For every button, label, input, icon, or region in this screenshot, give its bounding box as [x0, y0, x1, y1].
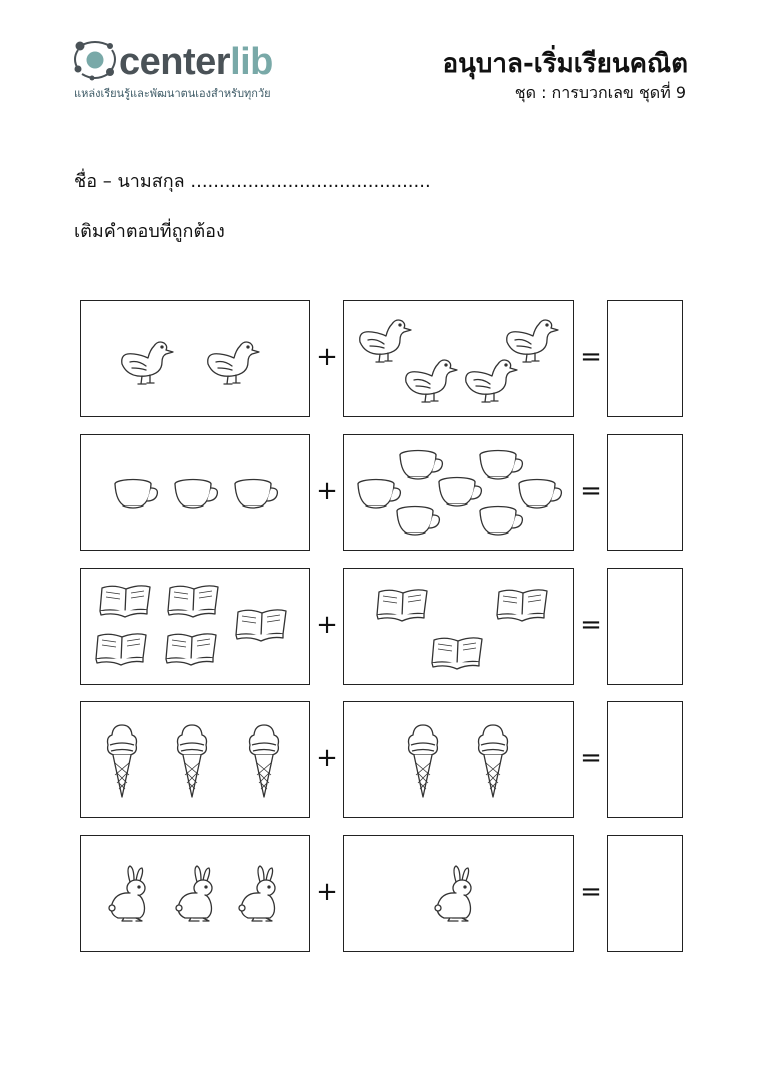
- equals-sign: =: [580, 476, 602, 506]
- rabbit-icon: [104, 864, 152, 926]
- answer-box[interactable]: [607, 300, 683, 417]
- duck-icon: [114, 336, 176, 388]
- plus-sign: +: [316, 342, 338, 372]
- book-icon: [494, 584, 552, 624]
- logo-word-center: center: [119, 41, 231, 83]
- page-title: อนุบาล-เริ่มเรียนคณิต: [442, 49, 688, 79]
- cup-icon: [169, 476, 221, 514]
- ice-cream-icon: [403, 721, 443, 801]
- problem-row-book: [0, 568, 763, 685]
- equals-sign: =: [580, 610, 602, 640]
- ice-cream-icon: [244, 721, 284, 801]
- logo-word-lib: lib: [230, 41, 273, 83]
- logo-wordmark: [119, 36, 273, 88]
- duck-icon: [398, 354, 460, 406]
- answer-box[interactable]: [607, 568, 683, 685]
- plus-sign: +: [316, 476, 338, 506]
- book-icon: [374, 584, 432, 624]
- plus-sign: +: [316, 610, 338, 640]
- problem-row-ice-cream: [0, 701, 763, 818]
- right-addend-box: [343, 701, 574, 818]
- book-icon: [93, 628, 151, 668]
- equals-sign: =: [580, 743, 602, 773]
- cup-icon: [229, 476, 281, 514]
- rabbit-icon: [171, 864, 219, 926]
- problem-row-cup: [0, 434, 763, 551]
- equals-sign: =: [580, 877, 602, 907]
- instruction-text: เติมคำตอบที่ถูกต้อง: [74, 221, 225, 242]
- problem-row-duck: [0, 300, 763, 417]
- cup-icon: [391, 503, 443, 541]
- book-icon: [97, 580, 155, 620]
- rabbit-icon: [430, 864, 478, 926]
- answer-box[interactable]: [607, 835, 683, 952]
- page-subtitle: ชุด : การบวกเลข ชุดที่ 9: [514, 83, 686, 102]
- molecule-icon: [72, 36, 118, 82]
- plus-sign: +: [316, 877, 338, 907]
- ice-cream-icon: [473, 721, 513, 801]
- answer-box[interactable]: [607, 701, 683, 818]
- cup-icon: [109, 476, 161, 514]
- student-name-line[interactable]: ชื่อ – นามสกุล ..........................................: [74, 171, 431, 192]
- problem-row-rabbit: [0, 835, 763, 952]
- book-icon: [429, 632, 487, 672]
- plus-sign: +: [316, 743, 338, 773]
- duck-icon: [200, 336, 262, 388]
- centerlib-logo: [72, 34, 302, 104]
- book-icon: [163, 628, 221, 668]
- duck-icon: [499, 314, 561, 366]
- cup-icon: [474, 503, 526, 541]
- rabbit-icon: [234, 864, 282, 926]
- ice-cream-icon: [172, 721, 212, 801]
- book-icon: [165, 580, 223, 620]
- answer-box[interactable]: [607, 434, 683, 551]
- equals-sign: =: [580, 342, 602, 372]
- ice-cream-icon: [102, 721, 142, 801]
- book-icon: [233, 604, 291, 644]
- logo-tagline: แหล่งเรียนรู้และพัฒนาตนเองสำหรับทุกวัย: [74, 87, 271, 100]
